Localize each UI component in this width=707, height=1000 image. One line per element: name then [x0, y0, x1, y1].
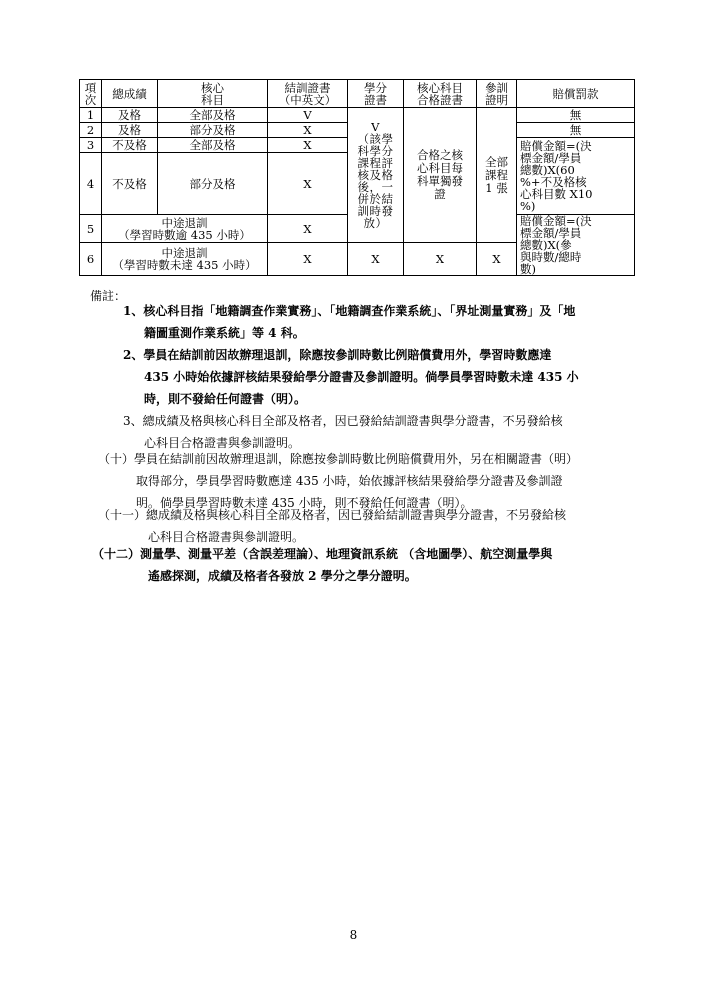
item-text: 總成績及格與核心科目全部及格者，因已發給結訓證書與學分證書，不另發給核 [146, 508, 567, 522]
row-credit: X [348, 243, 404, 276]
header-attendance-proof: 參訓 證明 [477, 80, 517, 108]
row-cert: X [268, 123, 348, 138]
certificate-compensation-table [79, 79, 635, 276]
table-header-row [80, 80, 635, 108]
row-core-cert: X [404, 243, 477, 276]
row-core: 部分及格 [158, 153, 268, 215]
row-compensation: 賠償金額=(決 標金額/學員 總數)X(參 與時數/總時 數) [517, 215, 635, 276]
header-completion-cert: 結訓證書 （中英文） [268, 80, 348, 108]
item-text: 學員在結訓前因故辦理退訓，除應按參訓時數比例賠償費用外，另在相關證書（明） [134, 452, 579, 466]
row-no: 3 [80, 138, 102, 153]
note-2 [123, 344, 579, 410]
item-text: 遙感探測，成績及格者各發放 2 學分之學分證明。 [148, 569, 417, 583]
credit-cert-merged-cell: V （該學 科學分 課程評 核及格 後，一 併於結 訓時發 放） [348, 108, 404, 243]
note-1 [123, 300, 575, 344]
note-text: 總成績及格與核心科目全部及格者，因已發給結訓證書與學分證書，不另發給核 [142, 414, 563, 428]
row-no: 4 [80, 153, 102, 215]
item-prefix: （十一） [98, 508, 147, 522]
row-score: 及格 [102, 108, 158, 123]
note-text: 核心科目指「地籍調查作業實務」、「地籍調查作業系統」、「界址測量實務」及「地 [143, 304, 576, 318]
row-cert: X [268, 243, 348, 276]
row-withdrawal-under: 中途退訓 （學習時數未達 435 小時） [102, 243, 268, 276]
row-score: 不及格 [102, 153, 158, 215]
note-text: 時，則不發給任何證書（明）。 [144, 392, 307, 406]
row-withdrawal-over: 中途退訓 （學習時數逾 435 小時） [102, 215, 268, 243]
row-no: 6 [80, 243, 102, 276]
row-cert: X [268, 138, 348, 153]
header-compensation: 賠償罰款 [517, 80, 635, 108]
row-compensation: 無 [517, 123, 635, 138]
row-compensation: 無 [517, 108, 635, 123]
header-credit-cert: 學分 證書 [348, 80, 404, 108]
row-compensation: 賠償金額=(決 標金額/學員 總數)X(60 %+不及格核 心科目數 X10 %) [517, 138, 635, 215]
item-11 [98, 504, 566, 548]
item-text: 測量學、測量平差（含誤差理論）、地理資訊系統 （含地圖學）、航空測量學與 [140, 547, 553, 561]
item-prefix: （十） [98, 452, 135, 466]
row-core: 全部及格 [158, 108, 268, 123]
row-score: 及格 [102, 123, 158, 138]
item-prefix: （十二） [92, 547, 141, 561]
header-core-subjects: 核心 科目 [158, 80, 268, 108]
header-no: 項 次 [80, 80, 102, 108]
note-text: 心科目合格證書與參訓證明。 [144, 436, 301, 450]
row-attendance: X [477, 243, 517, 276]
core-cert-merged-cell: 合格之核 心科目每 科單獨發 證 [404, 108, 477, 243]
note-prefix: 1、 [123, 304, 144, 318]
note-text: 435 小時始依據評核結果發給學分證書及參訓證明。倘學員學習時數未達 435 小 [144, 370, 579, 384]
table-row [80, 108, 635, 123]
row-score: 不及格 [102, 138, 158, 153]
header-total-score: 總成績 [102, 80, 158, 108]
item-text: 心科目合格證書與參訓證明。 [148, 530, 305, 544]
note-text: 籍圖重測作業系統」等 4 科。 [144, 326, 305, 340]
page-number: 8 [349, 928, 358, 942]
note-prefix: 3、 [123, 414, 143, 428]
note-prefix: 2、 [123, 348, 144, 362]
row-cert: V [268, 108, 348, 123]
row-cert: X [268, 215, 348, 243]
attendance-merged-cell: 全部 課程 1 張 [477, 108, 517, 243]
item-text: 明。倘學員學習時數未達 435 小時，則不發給任何證書（明）。 [136, 496, 473, 510]
row-no: 1 [80, 108, 102, 123]
row-no: 2 [80, 123, 102, 138]
note-text: 學員在結訓前因故辦理退訓，除應按參訓時數比例賠償費用外，學習時數應達 [143, 348, 552, 362]
notes-label: 備註： [90, 289, 127, 303]
item-text: 取得部分，學員學習時數應達 435 小時，始依據評核結果發給學分證書及參訓證 [136, 474, 563, 488]
row-core: 部分及格 [158, 123, 268, 138]
item-12 [92, 543, 552, 587]
row-cert: X [268, 153, 348, 215]
row-no: 5 [80, 215, 102, 243]
row-core: 全部及格 [158, 138, 268, 153]
header-core-pass-cert: 核心科目 合格證書 [404, 80, 477, 108]
